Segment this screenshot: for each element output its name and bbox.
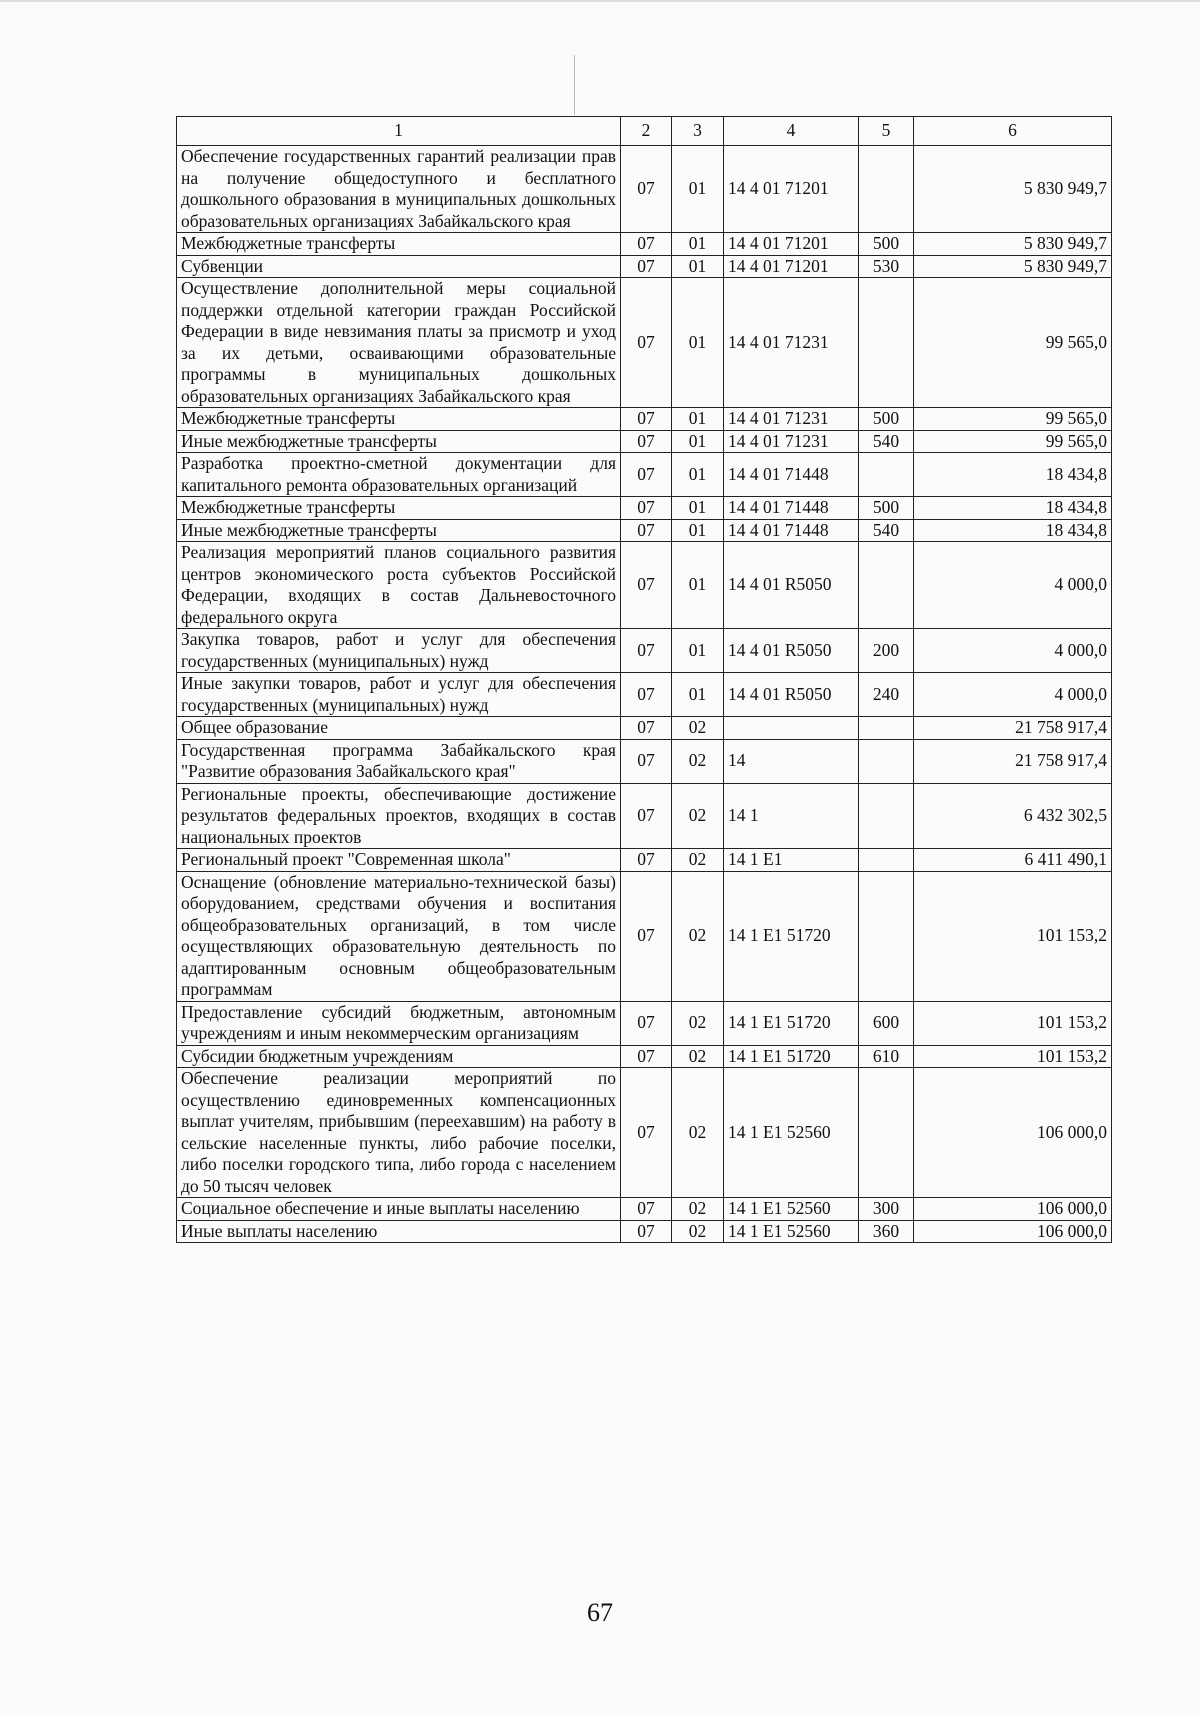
row-expense-type-cell [859,871,914,1001]
row-target-code-cell: 14 4 01 71201 [724,146,859,233]
row-target-code-cell: 14 4 01 71231 [724,430,859,453]
row-expense-type-cell: 360 [859,1220,914,1243]
row-name-cell: Обеспечение государственных гарантий реализации прав на получение общедоступного и бесплатного дошкольного образования в муниципальных дошкольных образовательных организациях Забайкальского края [177,146,621,233]
row-target-code-cell: 14 4 01 71448 [724,453,859,497]
table-row [177,519,1112,542]
row-section-cell: 07 [621,408,672,431]
row-amount-cell: 18 434,8 [914,453,1112,497]
row-name-cell: Межбюджетные трансферты [177,497,621,520]
scan-edge [0,0,1200,2]
row-section-cell: 07 [621,717,672,740]
header-cell-3: 3 [672,117,724,146]
row-amount-cell: 6 432 302,5 [914,783,1112,849]
row-target-code-cell: 14 [724,739,859,783]
row-amount-cell: 5 830 949,7 [914,146,1112,233]
row-expense-type-cell: 500 [859,408,914,431]
row-subsection-cell: 01 [672,278,724,408]
row-expense-type-cell: 610 [859,1045,914,1068]
row-expense-type-cell [859,453,914,497]
row-expense-type-cell [859,783,914,849]
row-expense-type-cell [859,146,914,233]
row-subsection-cell: 01 [672,542,724,629]
row-amount-cell: 18 434,8 [914,519,1112,542]
table-row [177,1001,1112,1045]
row-section-cell: 07 [621,519,672,542]
row-amount-cell: 99 565,0 [914,430,1112,453]
row-section-cell: 07 [621,871,672,1001]
table-row [177,1068,1112,1198]
row-target-code-cell: 14 4 01 R5050 [724,629,859,673]
row-amount-cell: 99 565,0 [914,408,1112,431]
row-section-cell: 07 [621,1045,672,1068]
table-row [177,453,1112,497]
header-cell-6: 6 [914,117,1112,146]
row-subsection-cell: 02 [672,849,724,872]
row-expense-type-cell: 530 [859,255,914,278]
table-row [177,1220,1112,1243]
row-expense-type-cell [859,849,914,872]
row-subsection-cell: 02 [672,1220,724,1243]
row-target-code-cell: 14 4 01 71448 [724,519,859,542]
row-amount-cell: 5 830 949,7 [914,255,1112,278]
row-expense-type-cell: 500 [859,233,914,256]
row-expense-type-cell [859,717,914,740]
row-name-cell: Реализация мероприятий планов социального развития центров экономического роста субъектов Российской Федерации, входящих в состав Дальневосточного федерального округа [177,542,621,629]
row-amount-cell: 4 000,0 [914,629,1112,673]
row-name-cell: Иные выплаты населению [177,1220,621,1243]
table-row [177,739,1112,783]
table-header-row [177,117,1112,146]
row-name-cell: Предоставление субсидий бюджетным, автономным учреждениям и иным некоммерческим организациям [177,1001,621,1045]
row-name-cell: Социальное обеспечение и иные выплаты населению [177,1198,621,1221]
row-name-cell: Общее образование [177,717,621,740]
row-subsection-cell: 01 [672,146,724,233]
row-target-code-cell: 14 4 01 71231 [724,408,859,431]
row-expense-type-cell [859,1068,914,1198]
row-amount-cell: 101 153,2 [914,1001,1112,1045]
row-expense-type-cell: 500 [859,497,914,520]
row-amount-cell: 101 153,2 [914,1045,1112,1068]
table-row [177,497,1112,520]
table-row [177,255,1112,278]
row-section-cell: 07 [621,146,672,233]
row-target-code-cell: 14 1 E1 51720 [724,1001,859,1045]
header-cell-1: 1 [177,117,621,146]
row-target-code-cell: 14 4 01 R5050 [724,542,859,629]
row-section-cell: 07 [621,739,672,783]
row-name-cell: Разработка проектно-сметной документации для капитального ремонта образовательных организаций [177,453,621,497]
row-subsection-cell: 02 [672,1045,724,1068]
row-target-code-cell: 14 4 01 71201 [724,255,859,278]
row-expense-type-cell: 540 [859,519,914,542]
row-name-cell: Региональные проекты, обеспечивающие достижение результатов федеральных проектов, входящих в состав национальных проектов [177,783,621,849]
row-amount-cell: 18 434,8 [914,497,1112,520]
header-cell-2: 2 [621,117,672,146]
row-target-code-cell [724,717,859,740]
row-name-cell: Обеспечение реализации мероприятий по осуществлению единовременных компенсационных выплат учителям, прибывшим (переехавшим) на работу в сельские населенные пункты, либо рабочие поселки, либо поселки городского типа, либо города с населением до 50 тысяч человек [177,1068,621,1198]
row-name-cell: Иные закупки товаров, работ и услуг для обеспечения государственных (муниципальных) нужд [177,673,621,717]
row-expense-type-cell: 240 [859,673,914,717]
row-section-cell: 07 [621,278,672,408]
row-section-cell: 07 [621,497,672,520]
page-number: 67 [587,1598,613,1627]
row-section-cell: 07 [621,783,672,849]
table-row [177,278,1112,408]
row-subsection-cell: 02 [672,1198,724,1221]
table-row [177,1045,1112,1068]
row-subsection-cell: 01 [672,673,724,717]
row-subsection-cell: 01 [672,497,724,520]
table-row [177,717,1112,740]
row-section-cell: 07 [621,1068,672,1198]
row-section-cell: 07 [621,1001,672,1045]
row-section-cell: 07 [621,542,672,629]
row-expense-type-cell [859,542,914,629]
row-target-code-cell: 14 4 01 R5050 [724,673,859,717]
row-expense-type-cell: 540 [859,430,914,453]
row-subsection-cell: 01 [672,519,724,542]
row-name-cell: Иные межбюджетные трансферты [177,519,621,542]
row-subsection-cell: 02 [672,1068,724,1198]
table-row [177,673,1112,717]
row-section-cell: 07 [621,1220,672,1243]
table-row [177,871,1112,1001]
row-target-code-cell: 14 4 01 71231 [724,278,859,408]
row-name-cell: Осуществление дополнительной меры социальной поддержки отдельной категории граждан Российской Федерации в виде невзимания платы за присмотр и уход за их детьми, осваивающими образовательные программы в муниципальных дошкольных образовательных организациях Забайкальского края [177,278,621,408]
row-section-cell: 07 [621,255,672,278]
row-target-code-cell: 14 1 [724,783,859,849]
row-target-code-cell: 14 4 01 71448 [724,497,859,520]
row-amount-cell: 21 758 917,4 [914,717,1112,740]
row-amount-cell: 106 000,0 [914,1068,1112,1198]
row-name-cell: Субвенции [177,255,621,278]
row-amount-cell: 106 000,0 [914,1198,1112,1221]
row-target-code-cell: 14 1 E1 [724,849,859,872]
row-target-code-cell: 14 1 E1 51720 [724,871,859,1001]
row-section-cell: 07 [621,1198,672,1221]
row-name-cell: Субсидии бюджетным учреждениям [177,1045,621,1068]
row-section-cell: 07 [621,453,672,497]
row-target-code-cell: 14 4 01 71201 [724,233,859,256]
row-amount-cell: 6 411 490,1 [914,849,1112,872]
row-subsection-cell: 02 [672,717,724,740]
row-section-cell: 07 [621,430,672,453]
table-row [177,233,1112,256]
row-subsection-cell: 01 [672,629,724,673]
row-amount-cell: 99 565,0 [914,278,1112,408]
table-row [177,542,1112,629]
row-target-code-cell: 14 1 E1 52560 [724,1198,859,1221]
row-subsection-cell: 01 [672,233,724,256]
row-amount-cell: 106 000,0 [914,1220,1112,1243]
table-row [177,1198,1112,1221]
table-row [177,849,1112,872]
budget-table [176,116,1112,1243]
row-subsection-cell: 02 [672,783,724,849]
row-subsection-cell: 02 [672,1001,724,1045]
row-amount-cell: 101 153,2 [914,871,1112,1001]
row-subsection-cell: 01 [672,430,724,453]
row-amount-cell: 4 000,0 [914,673,1112,717]
row-subsection-cell: 01 [672,453,724,497]
row-name-cell: Государственная программа Забайкальского края "Развитие образования Забайкальского края" [177,739,621,783]
row-target-code-cell: 14 1 E1 51720 [724,1045,859,1068]
row-name-cell: Межбюджетные трансферты [177,233,621,256]
row-subsection-cell: 01 [672,408,724,431]
row-expense-type-cell [859,278,914,408]
row-section-cell: 07 [621,629,672,673]
scan-artifact-line [574,55,575,115]
row-subsection-cell: 02 [672,739,724,783]
row-subsection-cell: 01 [672,255,724,278]
table-row [177,146,1112,233]
row-amount-cell: 21 758 917,4 [914,739,1112,783]
table-body [177,146,1112,1243]
table-row [177,783,1112,849]
row-expense-type-cell: 200 [859,629,914,673]
row-name-cell: Оснащение (обновление материально-технической базы) оборудованием, средствами обучения и воспитания общеобразовательных организаций, в том числе осуществляющих образовательную деятельность по адаптированным основным общеобразовательным программам [177,871,621,1001]
row-section-cell: 07 [621,673,672,717]
row-section-cell: 07 [621,233,672,256]
row-subsection-cell: 02 [672,871,724,1001]
row-expense-type-cell: 300 [859,1198,914,1221]
row-name-cell: Иные межбюджетные трансферты [177,430,621,453]
table-row [177,408,1112,431]
header-cell-5: 5 [859,117,914,146]
header-cell-4: 4 [724,117,859,146]
row-target-code-cell: 14 1 E1 52560 [724,1220,859,1243]
row-target-code-cell: 14 1 E1 52560 [724,1068,859,1198]
table-row [177,430,1112,453]
row-name-cell: Межбюджетные трансферты [177,408,621,431]
row-expense-type-cell: 600 [859,1001,914,1045]
row-name-cell: Закупка товаров, работ и услуг для обеспечения государственных (муниципальных) нужд [177,629,621,673]
row-amount-cell: 5 830 949,7 [914,233,1112,256]
row-section-cell: 07 [621,849,672,872]
row-name-cell: Региональный проект "Современная школа" [177,849,621,872]
row-amount-cell: 4 000,0 [914,542,1112,629]
row-expense-type-cell [859,739,914,783]
table-row [177,629,1112,673]
